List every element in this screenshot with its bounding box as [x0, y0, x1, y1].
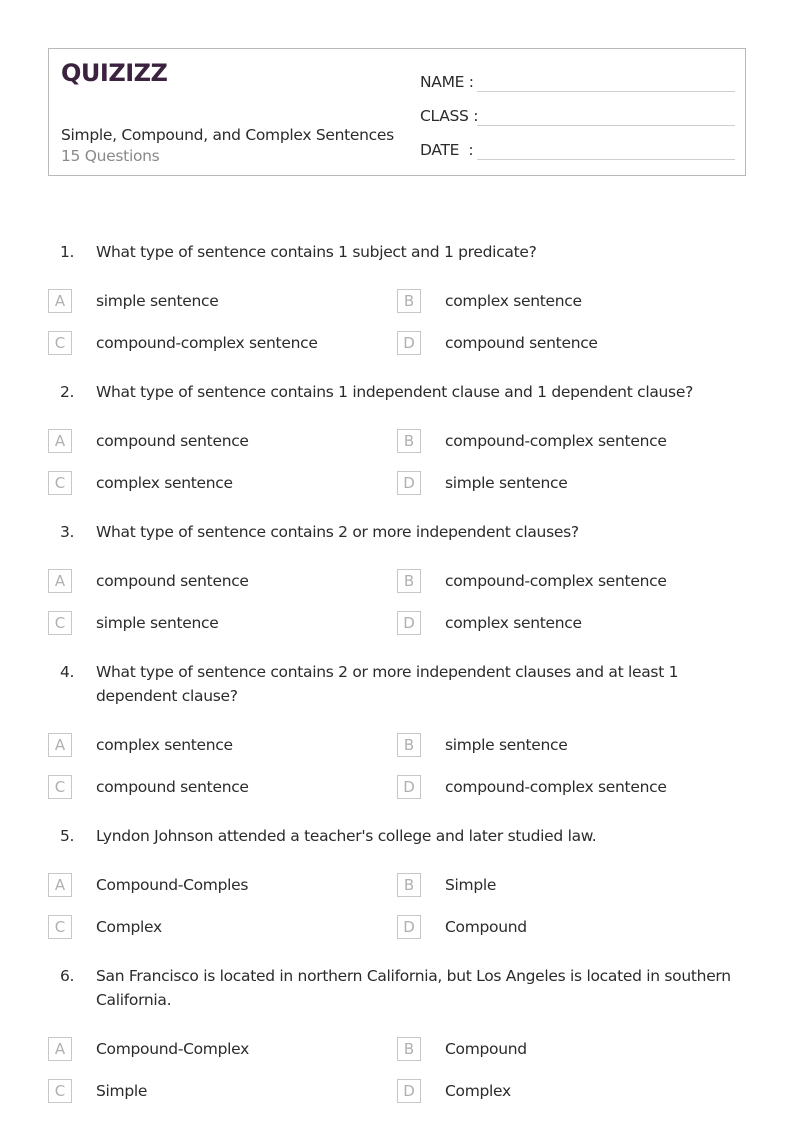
- option-letter-box[interactable]: C: [48, 611, 72, 635]
- option-letter-box[interactable]: B: [397, 1037, 421, 1061]
- date-line[interactable]: [477, 159, 735, 160]
- option-text: Complex: [96, 918, 162, 936]
- option-text: Compound-Comples: [96, 876, 249, 894]
- option-text: compound-complex sentence: [445, 778, 667, 796]
- option-letter-box[interactable]: C: [48, 331, 72, 355]
- option-letter-box[interactable]: D: [397, 611, 421, 635]
- quizizz-logo: QUIZIZZ: [61, 59, 168, 87]
- option-text: simple sentence: [96, 614, 219, 632]
- option-text: compound-complex sentence: [96, 334, 318, 352]
- option-letter-box[interactable]: A: [48, 873, 72, 897]
- option-text: compound-complex sentence: [445, 572, 667, 590]
- option-text: simple sentence: [96, 292, 219, 310]
- option-letter-box[interactable]: A: [48, 429, 72, 453]
- option-letter-box[interactable]: D: [397, 775, 421, 799]
- option-text: Compound: [445, 1040, 527, 1058]
- question-number: 5.: [60, 827, 75, 845]
- q4-option-a[interactable]: [48, 733, 233, 757]
- option-text: complex sentence: [445, 292, 582, 310]
- q1-option-a[interactable]: [48, 289, 219, 313]
- option-letter-box[interactable]: A: [48, 733, 72, 757]
- q5-option-a[interactable]: [48, 873, 248, 897]
- q1-option-b[interactable]: [397, 289, 582, 313]
- q2-option-d[interactable]: [397, 471, 568, 495]
- date-label: DATE :: [420, 141, 474, 159]
- option-letter-box[interactable]: A: [48, 1037, 72, 1061]
- option-letter-box[interactable]: D: [397, 471, 421, 495]
- q4-option-d[interactable]: [397, 775, 667, 799]
- option-text: simple sentence: [445, 736, 568, 754]
- question-text: San Francisco is located in northern California, but Los Angeles is located in southern California.: [96, 967, 731, 1009]
- q6-option-d[interactable]: [397, 1079, 511, 1103]
- q5-option-c[interactable]: [48, 915, 162, 939]
- question-count: 15 Questions: [61, 147, 160, 165]
- option-text: compound-complex sentence: [445, 432, 667, 450]
- class-label: CLASS :: [420, 107, 479, 125]
- option-letter-box[interactable]: B: [397, 429, 421, 453]
- question-text: What type of sentence contains 1 independent clause and 1 dependent clause?: [96, 383, 693, 401]
- name-line[interactable]: [477, 91, 735, 92]
- option-text: Simple: [445, 876, 497, 894]
- q6-option-c[interactable]: [48, 1079, 147, 1103]
- option-letter-box[interactable]: C: [48, 915, 72, 939]
- question-number: 6.: [60, 967, 75, 985]
- class-field[interactable]: [420, 101, 735, 125]
- q5-option-d[interactable]: [397, 915, 527, 939]
- option-letter-box[interactable]: D: [397, 331, 421, 355]
- option-letter-box[interactable]: C: [48, 471, 72, 495]
- q2-option-c[interactable]: [48, 471, 233, 495]
- option-letter-box[interactable]: D: [397, 1079, 421, 1103]
- class-line[interactable]: [477, 125, 735, 126]
- q3-option-d[interactable]: [397, 611, 582, 635]
- option-text: Simple: [96, 1082, 148, 1100]
- option-letter-box[interactable]: B: [397, 733, 421, 757]
- option-letter-box[interactable]: C: [48, 775, 72, 799]
- worksheet-header: [48, 48, 746, 176]
- option-text: compound sentence: [445, 334, 598, 352]
- question-text: Lyndon Johnson attended a teacher's college and later studied law.: [96, 827, 597, 845]
- option-text: simple sentence: [445, 474, 568, 492]
- option-letter-box[interactable]: A: [48, 289, 72, 313]
- question-text: What type of sentence contains 1 subject and 1 predicate?: [96, 243, 537, 261]
- option-letter-box[interactable]: D: [397, 915, 421, 939]
- option-text: Compound: [445, 918, 527, 936]
- option-text: Compound-Complex: [96, 1040, 249, 1058]
- option-text: compound sentence: [96, 572, 249, 590]
- q2-option-b[interactable]: [397, 429, 667, 453]
- option-text: compound sentence: [96, 778, 249, 796]
- q3-option-c[interactable]: [48, 611, 219, 635]
- question-number: 2.: [60, 383, 75, 401]
- question-text: What type of sentence contains 2 or more independent clauses?: [96, 523, 579, 541]
- q1-option-c[interactable]: [48, 331, 318, 355]
- option-letter-box[interactable]: B: [397, 289, 421, 313]
- option-letter-box[interactable]: B: [397, 873, 421, 897]
- question-number: 1.: [60, 243, 75, 261]
- q1-option-d[interactable]: [397, 331, 598, 355]
- q3-option-b[interactable]: [397, 569, 667, 593]
- q4-option-b[interactable]: [397, 733, 568, 757]
- question-number: 3.: [60, 523, 75, 541]
- option-text: complex sentence: [445, 614, 582, 632]
- q4-option-c[interactable]: [48, 775, 249, 799]
- q3-option-a[interactable]: [48, 569, 249, 593]
- name-field[interactable]: [420, 67, 735, 91]
- q6-option-a[interactable]: [48, 1037, 249, 1061]
- option-letter-box[interactable]: C: [48, 1079, 72, 1103]
- option-letter-box[interactable]: B: [397, 569, 421, 593]
- option-text: complex sentence: [96, 736, 233, 754]
- question-number: 4.: [60, 663, 75, 681]
- option-letter-box[interactable]: A: [48, 569, 72, 593]
- q2-option-a[interactable]: [48, 429, 249, 453]
- q5-option-b[interactable]: [397, 873, 496, 897]
- option-text: compound sentence: [96, 432, 249, 450]
- q6-option-b[interactable]: [397, 1037, 527, 1061]
- name-label: NAME :: [420, 73, 474, 91]
- option-text: Complex: [445, 1082, 511, 1100]
- date-field[interactable]: [420, 135, 735, 159]
- question-text: What type of sentence contains 2 or more independent clauses and at least 1 dependent clause?: [96, 663, 679, 705]
- worksheet-title: Simple, Compound, and Complex Sentences: [61, 126, 394, 144]
- option-text: complex sentence: [96, 474, 233, 492]
